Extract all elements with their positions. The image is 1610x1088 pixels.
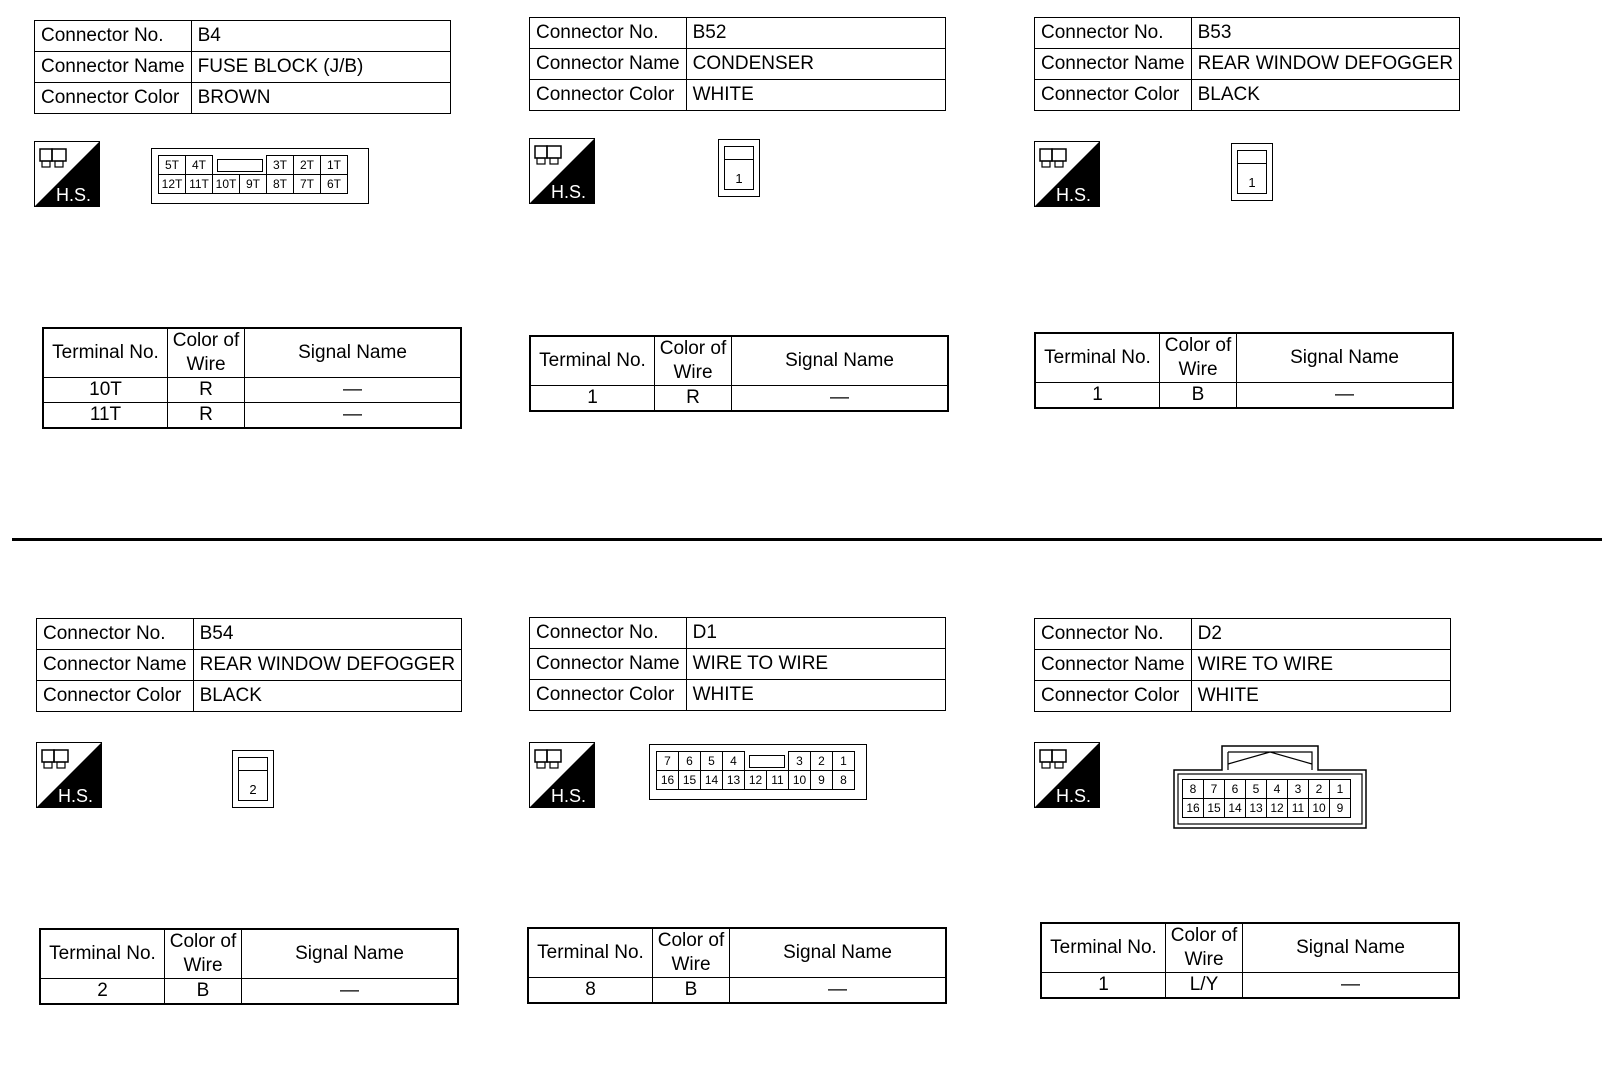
pin: 7 bbox=[1204, 780, 1225, 799]
signal-name-cell: — bbox=[245, 378, 462, 403]
connector-info-table bbox=[34, 20, 451, 114]
connector-face-b4 bbox=[151, 148, 369, 204]
pin: 11 bbox=[767, 771, 789, 790]
terminal-no-cell: 8 bbox=[528, 978, 653, 1004]
terminal-no-header: Terminal No. bbox=[1035, 333, 1160, 383]
pin: 8 bbox=[1183, 780, 1204, 799]
pin: 6 bbox=[679, 752, 701, 771]
pin: 16 bbox=[657, 771, 679, 790]
connector-name-value: WIRE TO WIRE bbox=[1191, 650, 1450, 681]
connector-color-value: WHITE bbox=[1191, 681, 1450, 712]
pin: 5 bbox=[701, 752, 723, 771]
table-row bbox=[1035, 383, 1453, 409]
pin: 3T bbox=[267, 156, 294, 175]
pin: 15 bbox=[679, 771, 701, 790]
connector-face-b53 bbox=[1231, 143, 1273, 201]
connector-face-d1 bbox=[649, 744, 867, 800]
pin: 13 bbox=[1246, 799, 1267, 818]
connector-info-table bbox=[1034, 17, 1460, 111]
terminal-no-header: Terminal No. bbox=[1041, 923, 1166, 973]
pin: 5 bbox=[1246, 780, 1267, 799]
signal-name-cell: — bbox=[245, 403, 462, 429]
signal-name-header: Signal Name bbox=[1237, 333, 1454, 383]
connector-info-table bbox=[529, 17, 946, 111]
connector-color-value: BROWN bbox=[191, 83, 450, 114]
harness-side-icon bbox=[529, 742, 595, 808]
terminal-no-cell: 2 bbox=[40, 979, 165, 1005]
connector-color-label: Connector Color bbox=[1035, 80, 1192, 111]
connector-no-value: D2 bbox=[1191, 619, 1450, 650]
connector-no-label: Connector No. bbox=[1035, 18, 1192, 49]
pin-grid bbox=[656, 751, 855, 790]
connector-face-b54 bbox=[232, 750, 274, 808]
pin: 1 bbox=[833, 752, 855, 771]
connector-color-value: BLACK bbox=[193, 681, 461, 712]
wire-color-cell: R bbox=[655, 386, 732, 412]
pin: 7 bbox=[657, 752, 679, 771]
pin: 1 bbox=[1330, 780, 1351, 799]
connector-name-value: WIRE TO WIRE bbox=[686, 649, 945, 680]
connector-name-value: REAR WINDOW DEFOGGER bbox=[1191, 49, 1459, 80]
signal-name-header: Signal Name bbox=[730, 928, 947, 978]
pin: 8T bbox=[267, 175, 294, 194]
terminal-table bbox=[1034, 332, 1454, 409]
pin: 9 bbox=[811, 771, 833, 790]
connector-color-value: WHITE bbox=[686, 80, 945, 111]
terminal-no-cell: 10T bbox=[43, 378, 168, 403]
connector-name-label: Connector Name bbox=[1035, 49, 1192, 80]
pin-grid bbox=[1182, 779, 1351, 818]
connector-no-value: D1 bbox=[686, 618, 945, 649]
connector-name-value: CONDENSER bbox=[686, 49, 945, 80]
pin: 13 bbox=[723, 771, 745, 790]
signal-name-header: Signal Name bbox=[245, 328, 462, 378]
connector-no-value: B4 bbox=[191, 21, 450, 52]
pin: 11 bbox=[1288, 799, 1309, 818]
pin: 5T bbox=[159, 156, 186, 175]
terminal-no-header: Terminal No. bbox=[528, 928, 653, 978]
pin: 10 bbox=[789, 771, 811, 790]
wire-color-cell: R bbox=[168, 403, 245, 429]
connector-color-value: WHITE bbox=[686, 680, 945, 711]
harness-side-icon bbox=[1034, 742, 1100, 808]
key-slot bbox=[745, 752, 789, 771]
table-row bbox=[530, 386, 948, 412]
pin: 6 bbox=[1225, 780, 1246, 799]
wire-color-cell: R bbox=[168, 378, 245, 403]
connector-name-value: REAR WINDOW DEFOGGER bbox=[193, 650, 461, 681]
pin: 15 bbox=[1204, 799, 1225, 818]
table-row bbox=[528, 978, 946, 1004]
pin: 6T bbox=[321, 175, 348, 194]
hs-label: H.S. bbox=[56, 185, 92, 205]
connector-color-label: Connector Color bbox=[37, 681, 194, 712]
pin: 1 bbox=[735, 171, 743, 186]
connector-panel-b53 bbox=[1034, 17, 1494, 487]
pin: 3 bbox=[789, 752, 811, 771]
connector-panel-d1 bbox=[529, 617, 989, 1087]
pin: 10T bbox=[213, 175, 240, 194]
pin: 9T bbox=[240, 175, 267, 194]
pin: 3 bbox=[1288, 780, 1309, 799]
pin: 7T bbox=[294, 175, 321, 194]
harness-side-icon bbox=[529, 138, 595, 204]
signal-name-cell: — bbox=[732, 386, 949, 412]
color-of-wire-header: Color of Wire bbox=[165, 929, 242, 979]
harness-side-icon bbox=[1034, 141, 1100, 207]
pin: 4 bbox=[1267, 780, 1288, 799]
connector-face-b52 bbox=[718, 139, 760, 197]
pin: 12T bbox=[159, 175, 186, 194]
wire-color-cell: L/Y bbox=[1166, 973, 1243, 999]
pin: 12 bbox=[1267, 799, 1288, 818]
terminal-no-cell: 1 bbox=[1035, 383, 1160, 409]
terminal-table bbox=[39, 928, 459, 1005]
signal-name-cell: — bbox=[242, 979, 459, 1005]
connector-no-value: B54 bbox=[193, 619, 461, 650]
color-of-wire-header: Color of Wire bbox=[653, 928, 730, 978]
pin: 4 bbox=[723, 752, 745, 771]
pin: 1 bbox=[1248, 175, 1256, 190]
pin: 4T bbox=[186, 156, 213, 175]
terminal-table bbox=[529, 335, 949, 412]
hs-label: H.S. bbox=[1056, 185, 1092, 205]
pin: 1T bbox=[321, 156, 348, 175]
terminal-table bbox=[1040, 922, 1460, 999]
terminal-no-cell: 11T bbox=[43, 403, 168, 429]
connector-name-value: FUSE BLOCK (J/B) bbox=[191, 52, 450, 83]
connector-info-table bbox=[1034, 618, 1451, 712]
connector-color-label: Connector Color bbox=[530, 80, 687, 111]
signal-name-cell: — bbox=[1237, 383, 1454, 409]
pin: 10 bbox=[1309, 799, 1330, 818]
connector-no-value: B52 bbox=[686, 18, 945, 49]
connector-name-label: Connector Name bbox=[35, 52, 192, 83]
terminal-no-header: Terminal No. bbox=[43, 328, 168, 378]
signal-name-header: Signal Name bbox=[242, 929, 459, 979]
terminal-table bbox=[42, 327, 462, 429]
table-row bbox=[43, 378, 461, 403]
pin-grid bbox=[158, 155, 348, 194]
color-of-wire-header: Color of Wire bbox=[655, 336, 732, 386]
connector-color-value: BLACK bbox=[1191, 80, 1459, 111]
pin: 11T bbox=[186, 175, 213, 194]
table-row bbox=[1041, 973, 1459, 999]
connector-panel-b52 bbox=[529, 17, 989, 487]
hs-label: H.S. bbox=[551, 786, 587, 806]
pin: 14 bbox=[701, 771, 723, 790]
hs-label: H.S. bbox=[58, 786, 94, 806]
pin: 12 bbox=[745, 771, 767, 790]
pin: 14 bbox=[1225, 799, 1246, 818]
pin: 9 bbox=[1330, 799, 1351, 818]
color-of-wire-header: Color of Wire bbox=[1160, 333, 1237, 383]
pin: 2 bbox=[249, 782, 257, 797]
connector-name-label: Connector Name bbox=[37, 650, 194, 681]
terminal-table bbox=[527, 927, 947, 1004]
key-slot bbox=[213, 156, 267, 175]
signal-name-cell: — bbox=[1243, 973, 1460, 999]
connector-no-label: Connector No. bbox=[1035, 619, 1192, 650]
signal-name-header: Signal Name bbox=[732, 336, 949, 386]
pin: 2T bbox=[294, 156, 321, 175]
connector-color-label: Connector Color bbox=[35, 83, 192, 114]
connector-panel-b54 bbox=[36, 618, 496, 1088]
hs-label: H.S. bbox=[1056, 786, 1092, 806]
connector-name-label: Connector Name bbox=[1035, 650, 1192, 681]
connector-no-label: Connector No. bbox=[530, 18, 687, 49]
color-of-wire-header: Color of Wire bbox=[1166, 923, 1243, 973]
terminal-no-header: Terminal No. bbox=[530, 336, 655, 386]
connector-no-label: Connector No. bbox=[530, 618, 687, 649]
pin: 2 bbox=[811, 752, 833, 771]
hs-label: H.S. bbox=[551, 182, 587, 202]
connector-info-table bbox=[529, 617, 946, 711]
wire-color-cell: B bbox=[165, 979, 242, 1005]
terminal-no-cell: 1 bbox=[530, 386, 655, 412]
pin: 16 bbox=[1183, 799, 1204, 818]
connector-color-label: Connector Color bbox=[530, 680, 687, 711]
connector-color-label: Connector Color bbox=[1035, 681, 1192, 712]
color-of-wire-header: Color of Wire bbox=[168, 328, 245, 378]
section-divider bbox=[12, 538, 1602, 541]
connector-no-label: Connector No. bbox=[35, 21, 192, 52]
signal-name-header: Signal Name bbox=[1243, 923, 1460, 973]
signal-name-cell: — bbox=[730, 978, 947, 1004]
connector-panel-b4 bbox=[34, 20, 494, 490]
harness-side-icon bbox=[34, 141, 100, 207]
connector-no-label: Connector No. bbox=[37, 619, 194, 650]
table-row bbox=[40, 979, 458, 1005]
connector-info-table bbox=[36, 618, 462, 712]
pin: 8 bbox=[833, 771, 855, 790]
connector-panel-d2 bbox=[1034, 618, 1494, 1088]
terminal-no-header: Terminal No. bbox=[40, 929, 165, 979]
table-row bbox=[43, 403, 461, 429]
wire-color-cell: B bbox=[653, 978, 730, 1004]
harness-side-icon bbox=[36, 742, 102, 808]
connector-name-label: Connector Name bbox=[530, 49, 687, 80]
pin: 2 bbox=[1309, 780, 1330, 799]
wire-color-cell: B bbox=[1160, 383, 1237, 409]
terminal-no-cell: 1 bbox=[1041, 973, 1166, 999]
connector-name-label: Connector Name bbox=[530, 649, 687, 680]
connector-no-value: B53 bbox=[1191, 18, 1459, 49]
